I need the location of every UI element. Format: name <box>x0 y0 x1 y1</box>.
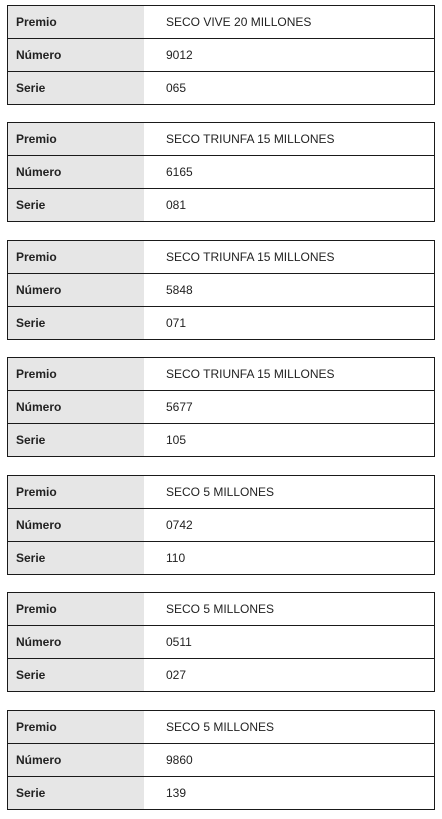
serie-label: Serie <box>8 424 145 457</box>
serie-row <box>8 777 435 810</box>
prize-card <box>7 710 435 810</box>
serie-row <box>8 72 435 105</box>
serie-value: 065 <box>144 72 435 105</box>
serie-row <box>8 659 435 692</box>
premio-label: Premio <box>8 358 145 391</box>
numero-row <box>8 744 435 777</box>
serie-value: 081 <box>144 189 435 222</box>
numero-value: 9012 <box>144 39 435 72</box>
numero-value: 0511 <box>144 626 435 659</box>
prize-card <box>7 122 435 222</box>
serie-row <box>8 424 435 457</box>
numero-label: Número <box>8 509 145 542</box>
numero-value: 0742 <box>144 509 435 542</box>
numero-label: Número <box>8 274 145 307</box>
prize-card <box>7 357 435 457</box>
serie-row <box>8 307 435 340</box>
premio-label: Premio <box>8 476 145 509</box>
serie-value: 071 <box>144 307 435 340</box>
premio-row <box>8 123 435 156</box>
serie-label: Serie <box>8 307 145 340</box>
numero-value: 6165 <box>144 156 435 189</box>
serie-label: Serie <box>8 72 145 105</box>
numero-label: Número <box>8 744 145 777</box>
premio-value: SECO TRIUNFA 15 MILLONES <box>144 241 435 274</box>
numero-label: Número <box>8 391 145 424</box>
numero-row <box>8 39 435 72</box>
premio-value: SECO 5 MILLONES <box>144 711 435 744</box>
premio-row <box>8 241 435 274</box>
numero-row <box>8 274 435 307</box>
serie-value: 139 <box>144 777 435 810</box>
numero-label: Número <box>8 39 145 72</box>
premio-value: SECO 5 MILLONES <box>144 476 435 509</box>
numero-row <box>8 509 435 542</box>
premio-value: SECO TRIUNFA 15 MILLONES <box>144 123 435 156</box>
numero-row <box>8 391 435 424</box>
premio-value: SECO 5 MILLONES <box>144 593 435 626</box>
serie-value: 110 <box>144 542 435 575</box>
premio-label: Premio <box>8 711 145 744</box>
prize-card <box>7 5 435 105</box>
prize-card <box>7 240 435 340</box>
serie-row <box>8 542 435 575</box>
prize-card <box>7 475 435 575</box>
serie-label: Serie <box>8 189 145 222</box>
numero-label: Número <box>8 626 145 659</box>
premio-label: Premio <box>8 241 145 274</box>
premio-row <box>8 593 435 626</box>
premio-value: SECO TRIUNFA 15 MILLONES <box>144 358 435 391</box>
numero-label: Número <box>8 156 145 189</box>
premio-row <box>8 358 435 391</box>
serie-value: 105 <box>144 424 435 457</box>
premio-label: Premio <box>8 123 145 156</box>
premio-label: Premio <box>8 593 145 626</box>
numero-value: 5848 <box>144 274 435 307</box>
serie-label: Serie <box>8 542 145 575</box>
premio-row <box>8 711 435 744</box>
premio-row <box>8 476 435 509</box>
premio-value: SECO VIVE 20 MILLONES <box>144 6 435 39</box>
premio-row <box>8 6 435 39</box>
numero-value: 9860 <box>144 744 435 777</box>
serie-value: 027 <box>144 659 435 692</box>
prize-card <box>7 592 435 692</box>
numero-row <box>8 156 435 189</box>
serie-label: Serie <box>8 777 145 810</box>
premio-label: Premio <box>8 6 145 39</box>
numero-value: 5677 <box>144 391 435 424</box>
serie-label: Serie <box>8 659 145 692</box>
numero-row <box>8 626 435 659</box>
serie-row <box>8 189 435 222</box>
